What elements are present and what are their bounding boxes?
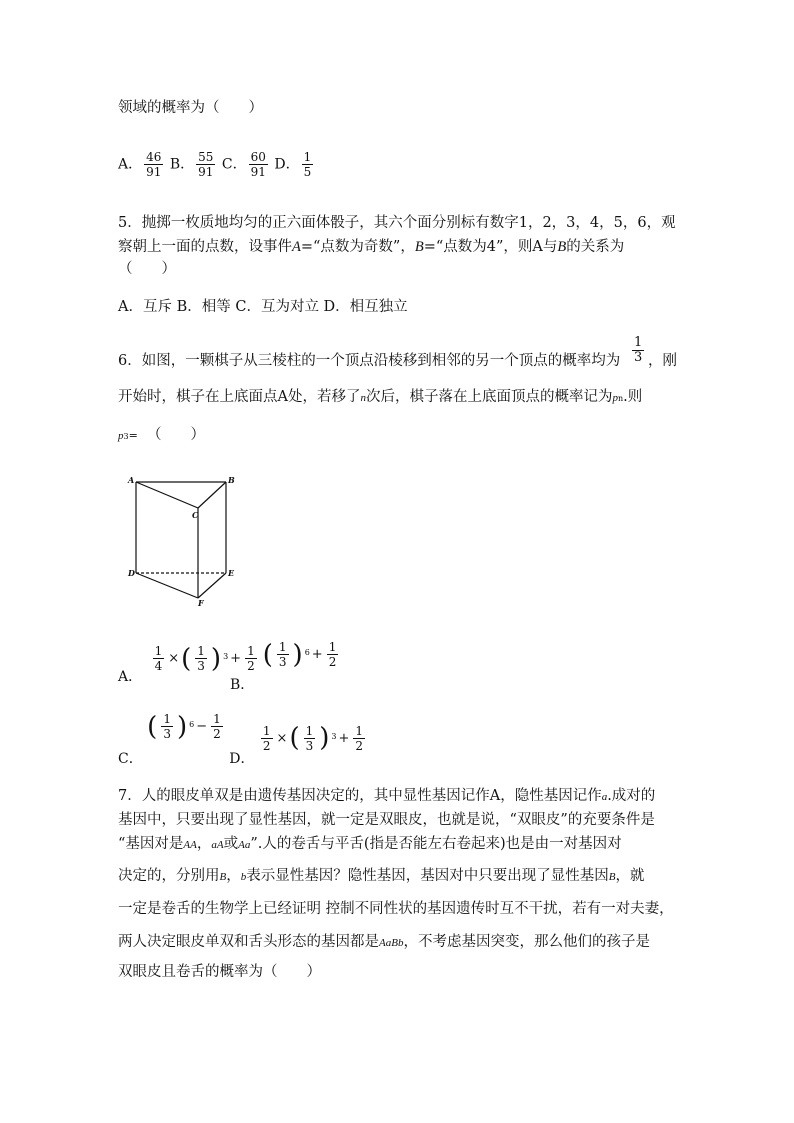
q7-line1: 7．人的眼皮单双是由遗传基因决定的，其中显性基因记作A，隐性基因记作a.成对的 (118, 788, 656, 804)
q7-line7: 双眼皮且卷舌的概率为（ ） (118, 964, 321, 980)
q4-option-b-fraction: $\frac{55}{91}$ (198, 150, 214, 179)
q6-option-b-expr: ( $\frac{1}{3}$ ) 6 + $\frac{1}{2}$ (262, 639, 337, 670)
vertex-label-a: A (128, 475, 135, 485)
q7-line3: “基因对是AA，aA或Aa”.人的卷舌与平舌(指是否能左右卷起来)也是由一对基因对 (118, 836, 622, 852)
q6-line1: 6．如图，一颗棋子从三棱柱的一个顶点沿棱移到相邻的另一个顶点的概率均为 (118, 353, 621, 369)
q4-options (118, 150, 315, 179)
q7-line6: 两人决定眼皮单双和舌头形态的基因都是AaBb，不考虑基因突变，那么他们的孩子是 (118, 934, 650, 950)
q4-option-a-fraction: $\frac{46}{91}$ (146, 150, 162, 179)
q6-line1-end: ，刚 (648, 353, 677, 369)
q6-option-a-expr: $\frac{1}{4}$ × ( $\frac{1}{3}$ ) 3 + $\frac{1}{2}$ (154, 643, 255, 674)
prism-figure (120, 470, 245, 610)
q7-line2: 基因中，只要出现了显性基因，就一定是双眼皮，也就是说，“双眼皮”的充要条件是 (118, 812, 655, 828)
q5-line1: 5．抛掷一枚质地均匀的正六面体骰子，其六个面分别标有数字1，2，3，4，5，6，观 (118, 215, 676, 231)
q7-line4: 决定的，分别用B，b表示显性基因？隐性基因，基因对中只要出现了显性基因B，就 (118, 868, 645, 884)
edge-ac (136, 482, 198, 508)
q6-option-c (118, 711, 367, 767)
q6-option-b-label: B． (230, 676, 255, 693)
q6-line2: 开始时，棋子在上底面点A处，若移了n次后，棋子落在上底面顶点的概率记为pn.则 (118, 389, 643, 405)
vertex-label-e: E (228, 568, 235, 578)
q6-prob-fraction: $\frac{1}{3}$ (634, 335, 643, 365)
q6-option-c-expr: ( $\frac{1}{3}$ ) 6 − $\frac{1}{2}$ (147, 711, 221, 742)
q4-option-b-label: B． (169, 156, 195, 173)
q6-line3: p3= （ ） (118, 427, 206, 443)
q4-option-a-label: A． (118, 156, 143, 173)
edge-df (136, 573, 198, 598)
q4-option-c-fraction: $\frac{60}{91}$ (250, 150, 266, 179)
q4-stem-tail: 领域的概率为（ ） (118, 100, 263, 116)
vertex-label-c: C (192, 510, 199, 520)
q6-option-c-label: C． (118, 750, 143, 767)
q6-option-d-label: D． (229, 750, 255, 767)
q6-option-b (230, 639, 340, 693)
vertex-label-d: D (128, 568, 135, 578)
edge-ef (198, 573, 226, 598)
vertex-label-f: F (198, 598, 204, 608)
q4-option-d-fraction: $\frac{1}{5}$ (303, 150, 312, 179)
q4-option-c-label: C． (221, 156, 247, 173)
q5-options: A．互斥 B．相等 C．互为对立 D．相互独立 (118, 299, 408, 315)
q7-line5: 一定是卷舌的生物学上已经证明 控制不同性状的基因遗传时互不干扰，若有一对夫妻， (118, 901, 674, 917)
q5-line3: （ ） (118, 261, 176, 277)
vertex-label-b: B (228, 475, 235, 485)
q6-option-d-expr: $\frac{1}{2}$ × ( $\frac{1}{3}$ ) 3 + $\frac{1}{2}$ (262, 723, 364, 753)
q4-option-d-label: D． (274, 156, 300, 173)
q5-line2: 察朝上一面的点数，设事件A=“点数为奇数”，B=“点数为4”，则A与B的关系为 (118, 239, 625, 255)
q6-option-a-label: A． (118, 669, 143, 685)
edge-bc (198, 482, 226, 508)
